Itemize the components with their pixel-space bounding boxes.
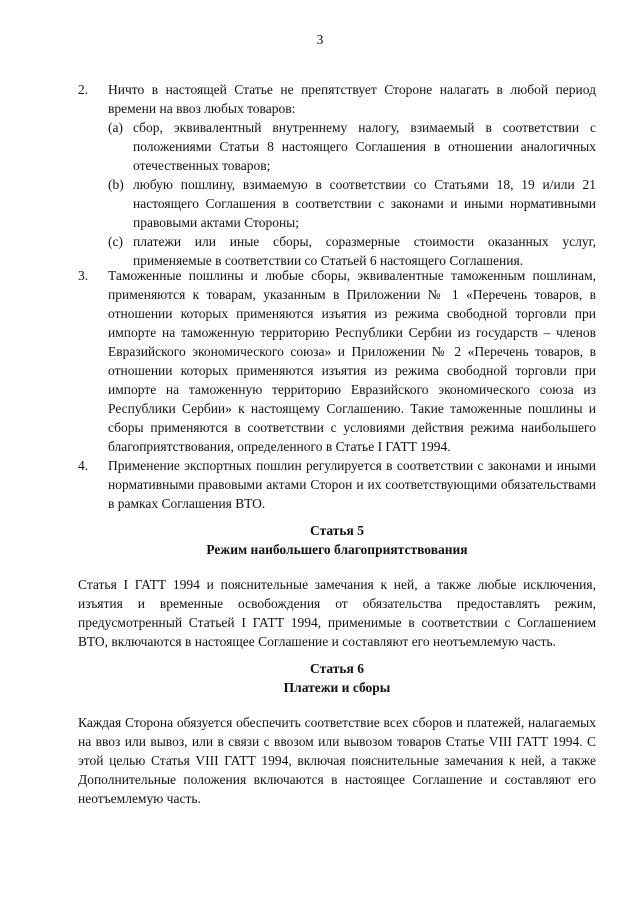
article-6-subtitle: Платежи и сборы [283, 680, 391, 695]
item-4-number: 4. [78, 458, 89, 473]
article-5-subtitle: Режим наибольшего благоприятствования [206, 542, 468, 557]
subitem-c [108, 232, 596, 270]
item-2-number: 2. [78, 82, 89, 97]
subitem-c-label: (c) [108, 234, 123, 249]
article-6-title: Статья 6 [310, 661, 364, 676]
item-2 [78, 80, 596, 270]
article-5-title: Статья 5 [310, 523, 364, 538]
item-2-body [108, 80, 596, 270]
subitem-b [108, 175, 596, 232]
subitem-a-label: (a) [108, 120, 123, 135]
subitem-a-text: сбор, эквивалентный внутреннему налогу, взимаемый в соответствии с положениями Статьи 8 настоящего Соглашения в отношении аналогичных отечественных товаров; [133, 120, 596, 173]
item-3-number: 3. [78, 268, 89, 283]
item-4-text: Применение экспортных пошлин регулируется в соответствии с законами и иными нормативными правовыми актами Сторон и их соответствующими обязательствами в рамках Соглашения ВТО. [108, 458, 596, 511]
subitem-c-text: платежи или иные сборы, соразмерные стоимости оказанных услуг, применяемые в соответствии со Статьей 6 настоящего Соглашения. [133, 234, 596, 268]
item-2-intro: Ничто в настоящей Статье не препятствует Стороне налагать в любой период времени на ввоз любых товаров: [108, 82, 596, 116]
page-number: 3 [316, 32, 324, 47]
item-3-text: Таможенные пошлины и любые сборы, эквивалентные таможенным пошлинам, применяются к товарам, указанным в Приложении № 1 «Перечень товаров, в отношении которых применяются изъятия из режима свободной торговли при импорте на таможенную территорию Республики Сербии из государств – членов Евразийского экономического союза» и Приложении № 2 «Перечень товаров, в отношении которых применяются изъятия из режима свободной торговли при импорте на таможенную территорию Евразийского экономического союза из Республики Сербии» к настоящему Соглашению. Такие таможенные пошлины и сборы применяются в соответствии с условиями действия режима наибольшего благоприятствования, определенного в Статье I ГАТТ 1994. [108, 268, 596, 454]
subitem-a [108, 118, 596, 175]
subitem-b-label: (b) [108, 177, 124, 192]
article-6-text: Каждая Сторона обязуется обеспечить соответствие всех сборов и платежей, налагаемых на ввоз или вывоз, или в связи с ввозом или вывозом товаров Статье VIII ГАТТ 1994. С этой целью Статья VIII ГАТТ 1994, включая пояснительные замечания к ней, а также Дополнительные положения включаются в настоящее Соглашение и составляют его неотъемлемую часть. [78, 715, 596, 806]
article-5-text: Статья I ГАТТ 1994 и пояснительные замечания к ней, а также любые исключения, изъятия и временные освобождения от обязательства предоставлять режим, предусмотренный Статьей I ГАТТ 1994, применимые в соответствии с Соглашением ВТО, включаются в настоящее Соглашение и составляют его неотъемлемую часть. [78, 577, 596, 649]
subitem-b-text: любую пошлину, взимаемую в соответствии со Статьями 18, 19 и/или 21 настоящего Соглашения в соответствии с законами и иными нормативными правовыми актами Стороны; [133, 177, 596, 230]
item-4 [78, 456, 596, 513]
item-3 [78, 266, 596, 456]
